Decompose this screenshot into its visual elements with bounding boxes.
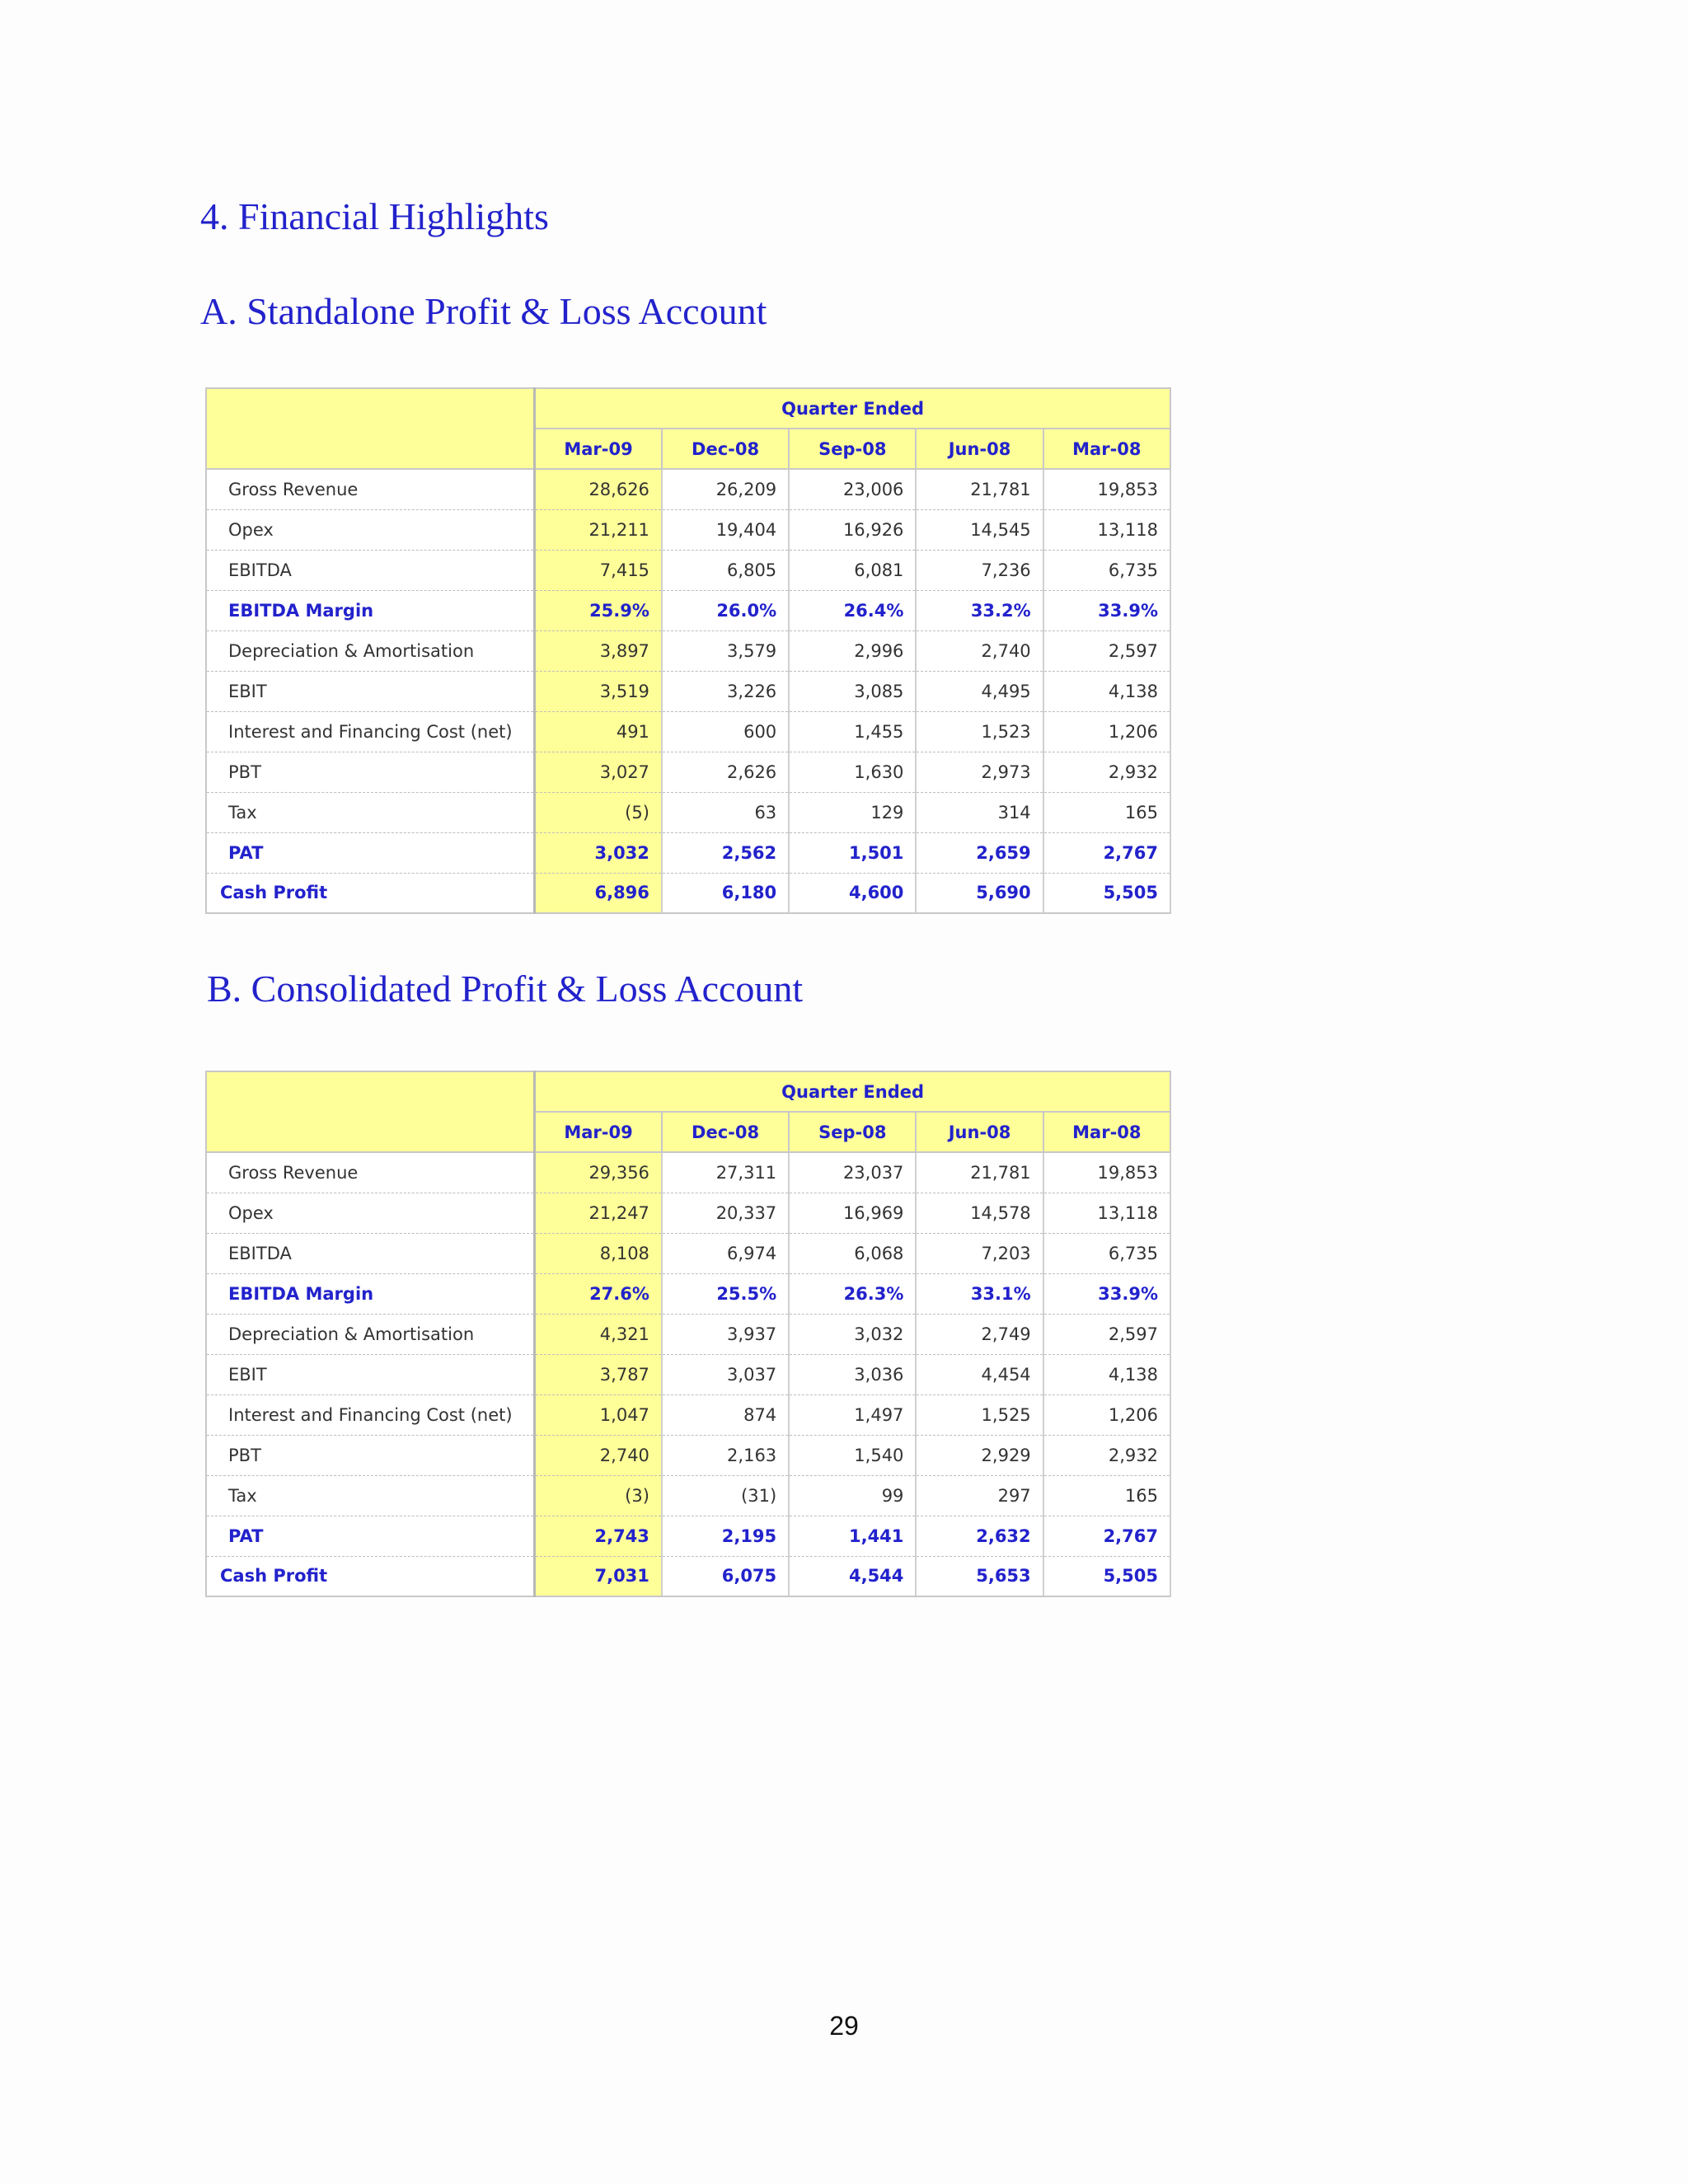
row-label: Opex: [206, 1193, 535, 1233]
value-cell: 33.9%: [1043, 1273, 1170, 1314]
value-cell: 7,236: [916, 550, 1043, 590]
value-cell: 1,047: [535, 1394, 662, 1435]
table-row: [206, 832, 1170, 873]
value-cell: 27,311: [662, 1152, 789, 1193]
quarter-ended-header: Quarter Ended: [535, 388, 1170, 429]
section-heading: 4. Financial Highlights: [200, 195, 549, 237]
row-label: Tax: [206, 1475, 535, 1516]
value-cell: 6,075: [662, 1556, 789, 1596]
column-header-dec-08: Dec-08: [662, 1112, 789, 1152]
value-cell: 2,767: [1043, 1516, 1170, 1556]
value-cell: 21,247: [535, 1193, 662, 1233]
value-cell: 14,545: [916, 509, 1043, 550]
value-cell: 3,036: [789, 1354, 916, 1394]
standalone-pl-heading: A. Standalone Profit & Loss Account: [200, 290, 767, 332]
value-cell: 3,937: [662, 1314, 789, 1354]
column-header-dec-08: Dec-08: [662, 429, 789, 469]
value-cell: 2,659: [916, 832, 1043, 873]
value-cell: 6,805: [662, 550, 789, 590]
value-cell: 7,415: [535, 550, 662, 590]
row-label: Tax: [206, 792, 535, 832]
row-label: EBITDA: [206, 1233, 535, 1273]
value-cell: 6,180: [662, 873, 789, 913]
row-label: EBITDA Margin: [206, 1273, 535, 1314]
row-label: Gross Revenue: [206, 469, 535, 509]
row-label: Depreciation & Amortisation: [206, 1314, 535, 1354]
column-header-mar-08: Mar-08: [1043, 429, 1170, 469]
header-blank-cell: [206, 1071, 535, 1152]
row-label: PBT: [206, 1435, 535, 1475]
value-cell: 2,932: [1043, 1435, 1170, 1475]
value-cell: 3,519: [535, 671, 662, 711]
table-row: [206, 1516, 1170, 1556]
value-cell: 29,356: [535, 1152, 662, 1193]
value-cell: 2,597: [1043, 1314, 1170, 1354]
value-cell: 3,085: [789, 671, 916, 711]
value-cell: 6,081: [789, 550, 916, 590]
value-cell: 2,767: [1043, 832, 1170, 873]
value-cell: 5,505: [1043, 873, 1170, 913]
value-cell: 6,068: [789, 1233, 916, 1273]
value-cell: 99: [789, 1475, 916, 1516]
column-header-mar-08: Mar-08: [1043, 1112, 1170, 1152]
value-cell: 2,562: [662, 832, 789, 873]
value-cell: 1,206: [1043, 1394, 1170, 1435]
value-cell: 2,632: [916, 1516, 1043, 1556]
standalone-pl-table: [205, 387, 1171, 914]
value-cell: 27.6%: [535, 1273, 662, 1314]
value-cell: 21,781: [916, 469, 1043, 509]
value-cell: 3,787: [535, 1354, 662, 1394]
value-cell: 1,630: [789, 752, 916, 792]
value-cell: 5,653: [916, 1556, 1043, 1596]
value-cell: 19,853: [1043, 469, 1170, 509]
value-cell: 28,626: [535, 469, 662, 509]
value-cell: 1,206: [1043, 711, 1170, 752]
table-row: [206, 752, 1170, 792]
value-cell: (5): [535, 792, 662, 832]
value-cell: (31): [662, 1475, 789, 1516]
consolidated-pl-heading: B. Consolidated Profit & Loss Account: [207, 968, 804, 1010]
value-cell: 491: [535, 711, 662, 752]
value-cell: 16,969: [789, 1193, 916, 1233]
column-header-mar-09: Mar-09: [535, 1112, 662, 1152]
value-cell: 1,525: [916, 1394, 1043, 1435]
value-cell: 2,597: [1043, 630, 1170, 671]
value-cell: 23,037: [789, 1152, 916, 1193]
table-row: [206, 1314, 1170, 1354]
value-cell: 1,455: [789, 711, 916, 752]
row-label: Opex: [206, 509, 535, 550]
value-cell: 874: [662, 1394, 789, 1435]
table-row: [206, 711, 1170, 752]
row-label: EBIT: [206, 671, 535, 711]
value-cell: 4,138: [1043, 1354, 1170, 1394]
value-cell: 3,897: [535, 630, 662, 671]
value-cell: 3,027: [535, 752, 662, 792]
value-cell: 21,781: [916, 1152, 1043, 1193]
value-cell: 33.9%: [1043, 590, 1170, 630]
value-cell: 6,735: [1043, 1233, 1170, 1273]
value-cell: 26,209: [662, 469, 789, 509]
value-cell: 26.3%: [789, 1273, 916, 1314]
value-cell: 19,404: [662, 509, 789, 550]
value-cell: 3,037: [662, 1354, 789, 1394]
value-cell: 2,996: [789, 630, 916, 671]
value-cell: 3,032: [535, 832, 662, 873]
value-cell: 26.0%: [662, 590, 789, 630]
value-cell: 4,495: [916, 671, 1043, 711]
row-label: Interest and Financing Cost (net): [206, 711, 535, 752]
row-label: EBITDA Margin: [206, 590, 535, 630]
row-label: EBIT: [206, 1354, 535, 1394]
value-cell: 314: [916, 792, 1043, 832]
value-cell: 1,501: [789, 832, 916, 873]
table-row: [206, 550, 1170, 590]
value-cell: 2,973: [916, 752, 1043, 792]
table-row: [206, 873, 1170, 913]
column-header-mar-09: Mar-09: [535, 429, 662, 469]
value-cell: 26.4%: [789, 590, 916, 630]
table-row: [206, 1475, 1170, 1516]
value-cell: 6,974: [662, 1233, 789, 1273]
row-label: Gross Revenue: [206, 1152, 535, 1193]
value-cell: 6,735: [1043, 550, 1170, 590]
value-cell: 2,740: [535, 1435, 662, 1475]
value-cell: 2,626: [662, 752, 789, 792]
value-cell: (3): [535, 1475, 662, 1516]
table-row: [206, 1152, 1170, 1193]
value-cell: 1,497: [789, 1394, 916, 1435]
row-label: EBITDA: [206, 550, 535, 590]
table-row: [206, 509, 1170, 550]
value-cell: 165: [1043, 1475, 1170, 1516]
value-cell: 21,211: [535, 509, 662, 550]
value-cell: 4,321: [535, 1314, 662, 1354]
value-cell: 7,031: [535, 1556, 662, 1596]
value-cell: 600: [662, 711, 789, 752]
value-cell: 2,749: [916, 1314, 1043, 1354]
row-label: PAT: [206, 1516, 535, 1556]
table-row: [206, 1193, 1170, 1233]
value-cell: 13,118: [1043, 509, 1170, 550]
column-header-jun-08: Jun-08: [916, 429, 1043, 469]
table-row: [206, 1354, 1170, 1394]
value-cell: 1,441: [789, 1516, 916, 1556]
value-cell: 129: [789, 792, 916, 832]
value-cell: 2,163: [662, 1435, 789, 1475]
value-cell: 4,454: [916, 1354, 1043, 1394]
table-row: [206, 469, 1170, 509]
value-cell: 33.1%: [916, 1273, 1043, 1314]
row-label: Interest and Financing Cost (net): [206, 1394, 535, 1435]
column-header-sep-08: Sep-08: [789, 429, 916, 469]
table-row: [206, 1273, 1170, 1314]
table-row: [206, 792, 1170, 832]
row-label: Cash Profit: [206, 1556, 535, 1596]
table-row: [206, 1394, 1170, 1435]
table-row: [206, 1435, 1170, 1475]
value-cell: 8,108: [535, 1233, 662, 1273]
row-label: PBT: [206, 752, 535, 792]
table-row: [206, 590, 1170, 630]
quarter-ended-header: Quarter Ended: [535, 1071, 1170, 1112]
table-row: [206, 630, 1170, 671]
column-header-jun-08: Jun-08: [916, 1112, 1043, 1152]
row-label: Cash Profit: [206, 873, 535, 913]
value-cell: 7,203: [916, 1233, 1043, 1273]
value-cell: 14,578: [916, 1193, 1043, 1233]
value-cell: 3,226: [662, 671, 789, 711]
column-header-sep-08: Sep-08: [789, 1112, 916, 1152]
value-cell: 2,740: [916, 630, 1043, 671]
value-cell: 3,032: [789, 1314, 916, 1354]
value-cell: 25.9%: [535, 590, 662, 630]
value-cell: 13,118: [1043, 1193, 1170, 1233]
value-cell: 23,006: [789, 469, 916, 509]
value-cell: 1,540: [789, 1435, 916, 1475]
consolidated-pl-table: [205, 1071, 1171, 1597]
row-label: Depreciation & Amortisation: [206, 630, 535, 671]
value-cell: 165: [1043, 792, 1170, 832]
value-cell: 1,523: [916, 711, 1043, 752]
value-cell: 297: [916, 1475, 1043, 1516]
table-row: [206, 671, 1170, 711]
page-number: 29: [829, 2011, 859, 2041]
value-cell: 4,544: [789, 1556, 916, 1596]
value-cell: 2,932: [1043, 752, 1170, 792]
value-cell: 2,743: [535, 1516, 662, 1556]
value-cell: 4,138: [1043, 671, 1170, 711]
value-cell: 19,853: [1043, 1152, 1170, 1193]
value-cell: 25.5%: [662, 1273, 789, 1314]
value-cell: 3,579: [662, 630, 789, 671]
value-cell: 4,600: [789, 873, 916, 913]
value-cell: 5,690: [916, 873, 1043, 913]
header-blank-cell: [206, 388, 535, 469]
value-cell: 6,896: [535, 873, 662, 913]
value-cell: 2,929: [916, 1435, 1043, 1475]
value-cell: 2,195: [662, 1516, 789, 1556]
row-label: PAT: [206, 832, 535, 873]
value-cell: 63: [662, 792, 789, 832]
value-cell: 33.2%: [916, 590, 1043, 630]
table-row: [206, 1233, 1170, 1273]
table-row: [206, 1556, 1170, 1596]
value-cell: 5,505: [1043, 1556, 1170, 1596]
value-cell: 20,337: [662, 1193, 789, 1233]
value-cell: 16,926: [789, 509, 916, 550]
